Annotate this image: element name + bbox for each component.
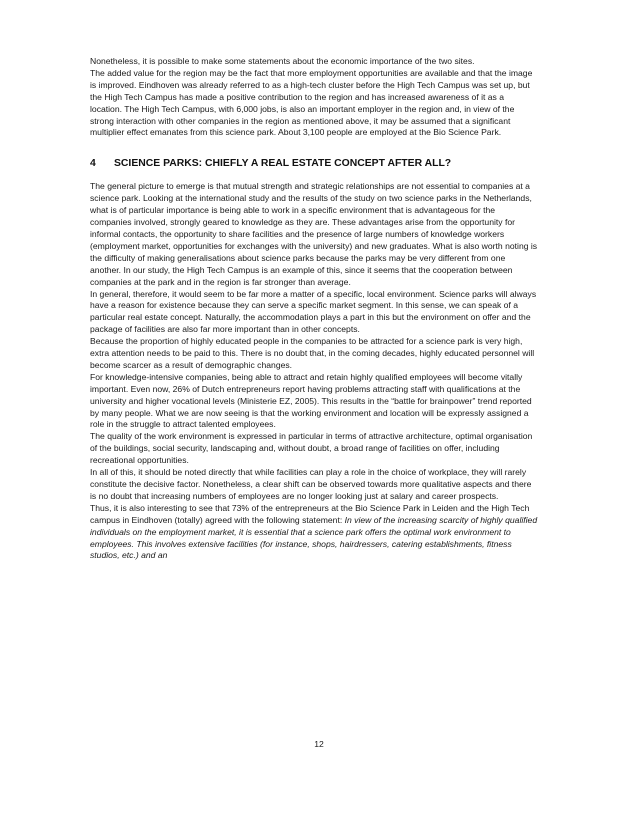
section-paragraph: The quality of the work environment is expressed in particular in terms of attractive architecture, optimal organisation of the buildings, social security, landscaping and, without doubt, a broad range of facilities on offer, including recreational opportunities. [90,431,533,466]
section-number: 4 [90,158,96,170]
section-paragraph: In general, therefore, it would seem to be far more a matter of a specific, local environment. Science parks will always have a reason for existence because they can serve a specific market segment. In this sense, we can speak of a particular real estate concept. Naturally, the accommodation plays a part in this but the environment on offer and the package of facilities are also far more important than in other concepts. [90,288,537,335]
section-paragraph: For knowledge-intensive companies, being able to attract and retain highly qualified employees will become vitally important. Even now, 26% of Dutch entrepreneurs report having problems attracting staff with qualifications at the university and higher vocational levels (Ministerie EZ, 2005). This results in the “battle for brainpower” trend reported by many people. What we are now seeing is that the working environment and location will be expressly assigned a role in the struggle to attract talented employees. [90,371,532,430]
last-paragraph-italic-quote: In view of the increasing scarcity of highly qualified individuals on the employment market, it is essential that a science park offers the optimal work environment to employees. This involves extensive facilities (for instance, shops, hairdressers, catering establishments, fitness studios, etc.) and an [90,514,538,561]
page-number: 12 [314,739,324,749]
section-paragraph: In all of this, it should be noted directly that while facilities can play a role in the choice of workplace, they will rarely constitute the decisive factor. Nonetheless, a clear shift can be observed towards more qualitative aspects and there is no doubt that increasing numbers of employees are no longer looking just at salary and career prospects. [90,467,532,501]
section-heading [90,157,538,171]
section-paragraph: The general picture to emerge is that mutual strength and strategic relationships are not essential to companies at a science park. Looking at the international study and the results of the study on two science parks in the Netherlands, what is of particular importance is being able to work in a specific environment that is advantageous for the companies involved, strongly geared to knowledge as they are. These advantages arise from the opportunity for informal contacts, the opportunity to share facilities and the presence of large numbers of knowledge workers (employment market, opportunities for exchanges with the university) and new graduates. What is also worth noting is the difficulty of making generalisations about science parks because the parks may be very different from one another. In our study, the High Tech Campus is an example of this, since it seems that the cooperation between companies at the park and in the region is far stronger than average. [90,181,538,287]
intro-paragraph-1: Nonetheless, it is possible to make some statements about the economic importance of the two sites. [90,56,475,66]
section-title: SCIENCE PARKS: CHIEFLY A REAL ESTATE CONCEPT AFTER ALL? [114,158,452,170]
section-paragraph: Because the proportion of highly educated people in the companies to be attracted for a science park is very high, extra attention needs to be paid to this. There is no doubt that, in the coming decades, highly educated personnel will become scarcer as a result of demographic changes. [90,336,535,370]
intro-paragraph-2: The added value for the region may be the fact that more employment opportunities are available and that the image is improved. Eindhoven was already referred to as a high-tech cluster before the High Tech Campus was set up, but the High Tech Campus has made a positive contribution to the region and has increased awareness of it as a location. The High Tech Campus, with 6,000 jobs, is also an important employer in the region and, in view of the strong interaction with other companies in the region as mentioned above, it may be assumed that a significant multiplier effect emanates from this science park. About 3,100 people are employed at the Bio Science Park. [90,67,533,138]
page-body [90,56,538,562]
section-paragraph-last [90,503,538,563]
last-paragraph-plain: Thus, it is also interesting to see that 73% of the entrepreneurs at the Bio Science Park in Leiden and the High Tech campus in Eindhoven (totally) agreed with the following statement: [90,502,530,525]
